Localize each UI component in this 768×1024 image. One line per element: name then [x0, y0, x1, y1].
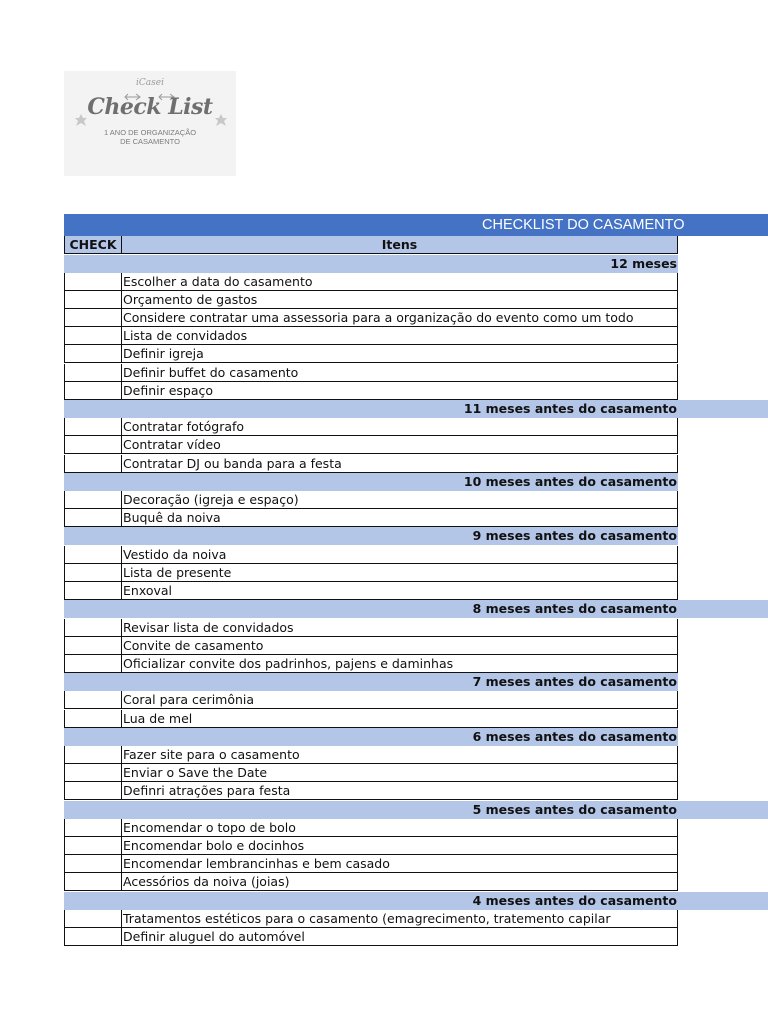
- check-cell[interactable]: [64, 873, 121, 891]
- item-cell: Encomendar o topo de bolo: [121, 819, 678, 837]
- item-cell: Oficializar convite dos padrinhos, pajens e daminhas: [121, 655, 678, 673]
- item-cell: Lista de convidados: [121, 327, 678, 345]
- table-row: [64, 546, 678, 564]
- check-cell[interactable]: [64, 819, 121, 837]
- header-check: CHECK: [64, 236, 121, 254]
- check-cell[interactable]: [64, 710, 121, 728]
- check-cell[interactable]: [64, 309, 121, 327]
- check-cell[interactable]: [64, 491, 121, 509]
- item-cell: Coral para cerimônia: [121, 691, 678, 709]
- item-cell: Encomendar bolo e docinhos: [121, 837, 678, 855]
- item-cell: Lua de mel: [121, 710, 678, 728]
- leaf-left-icon: [74, 113, 88, 127]
- table-row: [64, 764, 678, 782]
- check-cell[interactable]: [64, 582, 121, 600]
- table-row: [64, 873, 678, 891]
- item-cell: Fazer site para o casamento: [121, 746, 678, 764]
- check-cell[interactable]: [64, 910, 121, 928]
- item-cell: Considere contratar uma assessoria para a organização do evento como um todo: [121, 309, 678, 327]
- table-row: [64, 746, 678, 764]
- logo-title: Check List: [87, 94, 213, 120]
- check-cell[interactable]: [64, 455, 121, 473]
- check-cell[interactable]: [64, 837, 121, 855]
- section-label: 6 meses antes do casamento: [472, 729, 677, 744]
- table-row: [64, 691, 678, 709]
- table-row: [64, 564, 678, 582]
- item-cell: Escolher a data do casamento: [121, 273, 678, 291]
- check-cell[interactable]: [64, 364, 121, 382]
- item-cell: Orçamento de gastos: [121, 291, 678, 309]
- table-row: [64, 436, 678, 454]
- item-cell: Definir igreja: [121, 345, 678, 363]
- check-cell[interactable]: [64, 655, 121, 673]
- item-cell: Contratar fotógrafo: [121, 418, 678, 436]
- check-cell[interactable]: [64, 509, 121, 527]
- check-cell[interactable]: [64, 327, 121, 345]
- item-cell: Tratamentos estéticos para o casamento (emagrecimento, tratemento capilar: [121, 910, 678, 928]
- table-row: [64, 837, 678, 855]
- table-row: [64, 309, 678, 327]
- header-items: Itens: [121, 236, 678, 254]
- item-cell: Encomendar lembrancinhas e bem casado: [121, 855, 678, 873]
- item-cell: Enxoval: [121, 582, 678, 600]
- table-row: [64, 327, 678, 345]
- checklist-logo: [64, 71, 236, 176]
- section-header: [64, 728, 678, 746]
- check-cell[interactable]: [64, 619, 121, 637]
- section-header: [64, 892, 768, 910]
- check-cell[interactable]: [64, 273, 121, 291]
- check-cell[interactable]: [64, 418, 121, 436]
- check-cell[interactable]: [64, 436, 121, 454]
- check-cell[interactable]: [64, 564, 121, 582]
- table-row: [64, 382, 678, 400]
- section-label: 8 meses antes do casamento: [472, 601, 677, 616]
- table-row: [64, 910, 678, 928]
- section-header: [64, 673, 678, 691]
- check-cell[interactable]: [64, 691, 121, 709]
- table-row: [64, 855, 678, 873]
- section-header: [64, 801, 768, 819]
- table-row: [64, 491, 678, 509]
- checklist-title-bar: [64, 214, 768, 236]
- item-cell: Contratar vídeo: [121, 436, 678, 454]
- table-row: [64, 655, 678, 673]
- section-label: 4 meses antes do casamento: [472, 893, 677, 908]
- table-row: [64, 637, 678, 655]
- table-row: [64, 291, 678, 309]
- item-cell: Enviar o Save the Date: [121, 764, 678, 782]
- check-cell[interactable]: [64, 764, 121, 782]
- check-cell[interactable]: [64, 291, 121, 309]
- section-label: 10 meses antes do casamento: [463, 474, 677, 489]
- check-cell[interactable]: [64, 382, 121, 400]
- logo-subtitle-line2: DE CASAMENTO: [120, 137, 180, 146]
- check-cell[interactable]: [64, 345, 121, 363]
- section-header: [64, 600, 768, 618]
- table-row: [64, 273, 678, 291]
- section-label: 5 meses antes do casamento: [472, 802, 677, 817]
- item-cell: Definir buffet do casamento: [121, 364, 678, 382]
- check-cell[interactable]: [64, 928, 121, 946]
- logo-brand: iCasei: [136, 78, 164, 88]
- leaf-right-icon: [214, 113, 228, 127]
- section-label: 12 meses: [610, 256, 677, 271]
- table-row: [64, 928, 678, 946]
- checklist-title: CHECKLIST DO CASAMENTO: [482, 217, 685, 233]
- section-header: [64, 527, 678, 545]
- table-row: [64, 455, 678, 473]
- table-row: [64, 782, 678, 800]
- item-cell: Definir espaço: [121, 382, 678, 400]
- check-cell[interactable]: [64, 782, 121, 800]
- item-cell: Decoração (igreja e espaço): [121, 491, 678, 509]
- section-label: 9 meses antes do casamento: [472, 528, 677, 543]
- table-row: [64, 819, 678, 837]
- section-label: 7 meses antes do casamento: [472, 674, 677, 689]
- table-row: [64, 710, 678, 728]
- item-cell: Lista de presente: [121, 564, 678, 582]
- item-cell: Acessórios da noiva (joias): [121, 873, 678, 891]
- table-header-row: [64, 236, 678, 254]
- table-row: [64, 345, 678, 363]
- item-cell: Contratar DJ ou banda para a festa: [121, 455, 678, 473]
- check-cell[interactable]: [64, 546, 121, 564]
- check-cell[interactable]: [64, 746, 121, 764]
- item-cell: Definri atrações para festa: [121, 782, 678, 800]
- table-row: [64, 509, 678, 527]
- section-header: [64, 400, 768, 418]
- check-cell[interactable]: [64, 637, 121, 655]
- item-cell: Definir aluguel do automóvel: [121, 928, 678, 946]
- item-cell: Revisar lista de convidados: [121, 619, 678, 637]
- item-cell: Buquê da noiva: [121, 509, 678, 527]
- logo-subtitle-line1: 1 ANO DE ORGANIZAÇÃO: [103, 128, 197, 137]
- table-row: [64, 418, 678, 436]
- section-header: [64, 255, 678, 273]
- table-row: [64, 582, 678, 600]
- section-label: 11 meses antes do casamento: [463, 401, 677, 416]
- item-cell: Vestido da noiva: [121, 546, 678, 564]
- section-header: [64, 473, 678, 491]
- table-row: [64, 364, 678, 382]
- item-cell: Convite de casamento: [121, 637, 678, 655]
- table-row: [64, 619, 678, 637]
- check-cell[interactable]: [64, 855, 121, 873]
